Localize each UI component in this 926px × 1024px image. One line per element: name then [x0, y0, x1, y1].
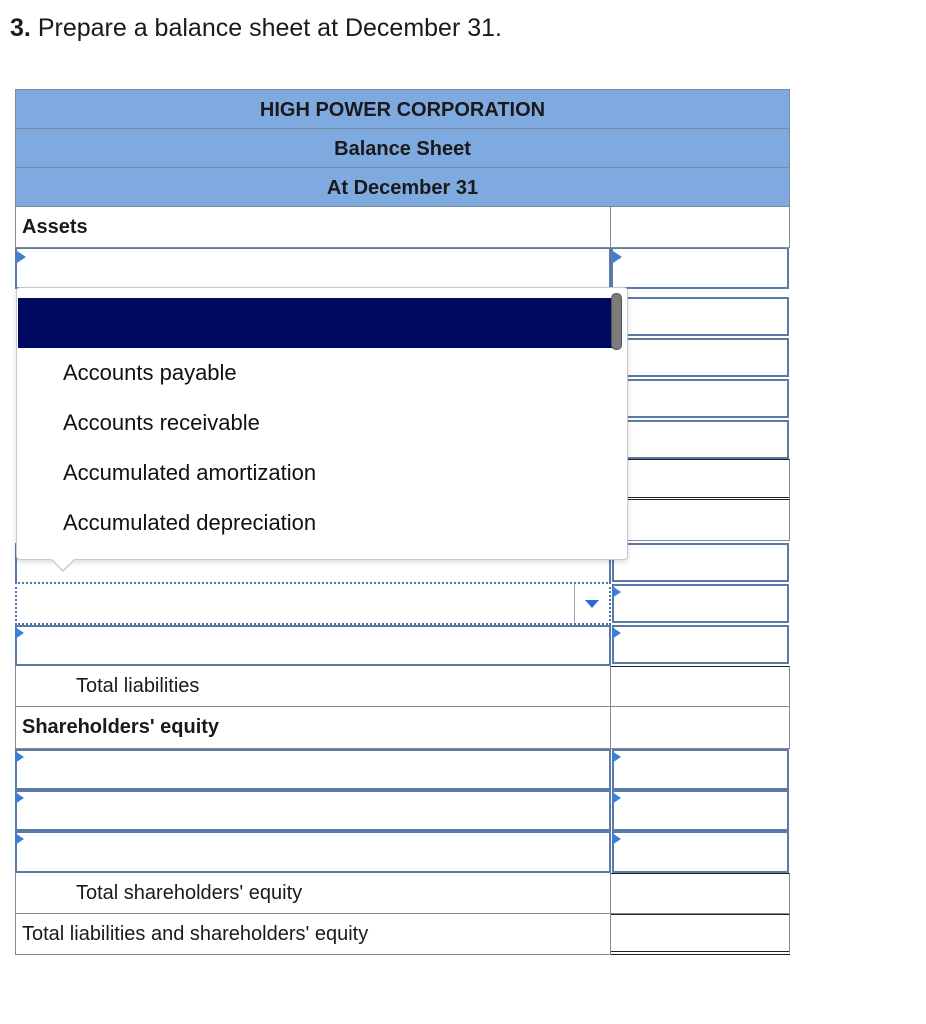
marker-icon [15, 751, 24, 763]
account-select[interactable] [15, 749, 611, 790]
dropdown-option[interactable]: Accumulated depreciation [63, 510, 317, 535]
amount-input[interactable] [612, 831, 789, 873]
total-liabilities-equity-value [611, 914, 790, 955]
amount-input[interactable] [612, 338, 789, 377]
marker-icon [612, 792, 621, 804]
statement-title: Balance Sheet [15, 128, 790, 168]
marker-icon [612, 627, 621, 639]
account-dropdown-menu [16, 287, 628, 560]
dropdown-option[interactable]: Accounts payable [63, 360, 237, 385]
total-assets-value [611, 459, 790, 500]
question-number: 3. [10, 14, 31, 42]
dropdown-scrollbar[interactable] [611, 293, 622, 350]
marker-icon [17, 251, 26, 263]
assets-label: Assets [15, 207, 611, 248]
marker-icon [612, 833, 621, 845]
balance-sheet-table [15, 89, 790, 289]
amount-input[interactable] [612, 625, 789, 664]
account-select[interactable] [15, 831, 611, 873]
dropdown-option[interactable]: Accounts receivable [63, 410, 260, 435]
amount-input[interactable] [612, 297, 789, 336]
popup-pointer [50, 559, 76, 572]
company-name: HIGH POWER CORPORATION [15, 89, 790, 129]
marker-icon [15, 792, 24, 804]
account-select-active[interactable] [15, 582, 611, 625]
amount-input[interactable] [612, 420, 789, 459]
total-liabilities-label: Total liabilities [15, 666, 611, 707]
marker-icon [15, 627, 24, 639]
account-select[interactable] [15, 248, 611, 289]
total-liabilities-value [611, 666, 790, 707]
amount-input[interactable] [612, 584, 789, 623]
amount-input[interactable] [612, 543, 789, 582]
liabilities-heading-value [611, 500, 790, 541]
amount-input[interactable] [612, 379, 789, 418]
total-equity-label: Total shareholders' equity [15, 873, 611, 914]
account-select[interactable] [15, 790, 611, 831]
amount-input[interactable] [612, 790, 789, 831]
amount-input[interactable] [611, 248, 789, 289]
statement-date: At December 31 [15, 167, 790, 207]
dropdown-option[interactable]: Accumulated amortization [63, 460, 317, 485]
marker-icon [613, 251, 622, 263]
marker-icon [612, 751, 621, 763]
marker-icon [15, 833, 24, 845]
total-liabilities-equity-label: Total liabilities and shareholders' equity [15, 914, 611, 955]
asset-input-row [15, 248, 790, 289]
assets-value-cell [611, 207, 790, 248]
marker-icon [612, 586, 621, 598]
shareholders-equity-label: Shareholders' equity [15, 707, 611, 749]
amount-input[interactable] [612, 749, 789, 790]
account-select[interactable] [15, 625, 611, 666]
dropdown-arrow-icon[interactable] [574, 584, 609, 623]
total-equity-value [611, 873, 790, 914]
assets-heading-row [15, 207, 790, 248]
question-prompt [10, 10, 502, 46]
equity-heading-value [611, 707, 790, 749]
dropdown-highlighted-option[interactable] [18, 298, 612, 348]
question-text: Prepare a balance sheet at December 31. [37, 14, 502, 42]
